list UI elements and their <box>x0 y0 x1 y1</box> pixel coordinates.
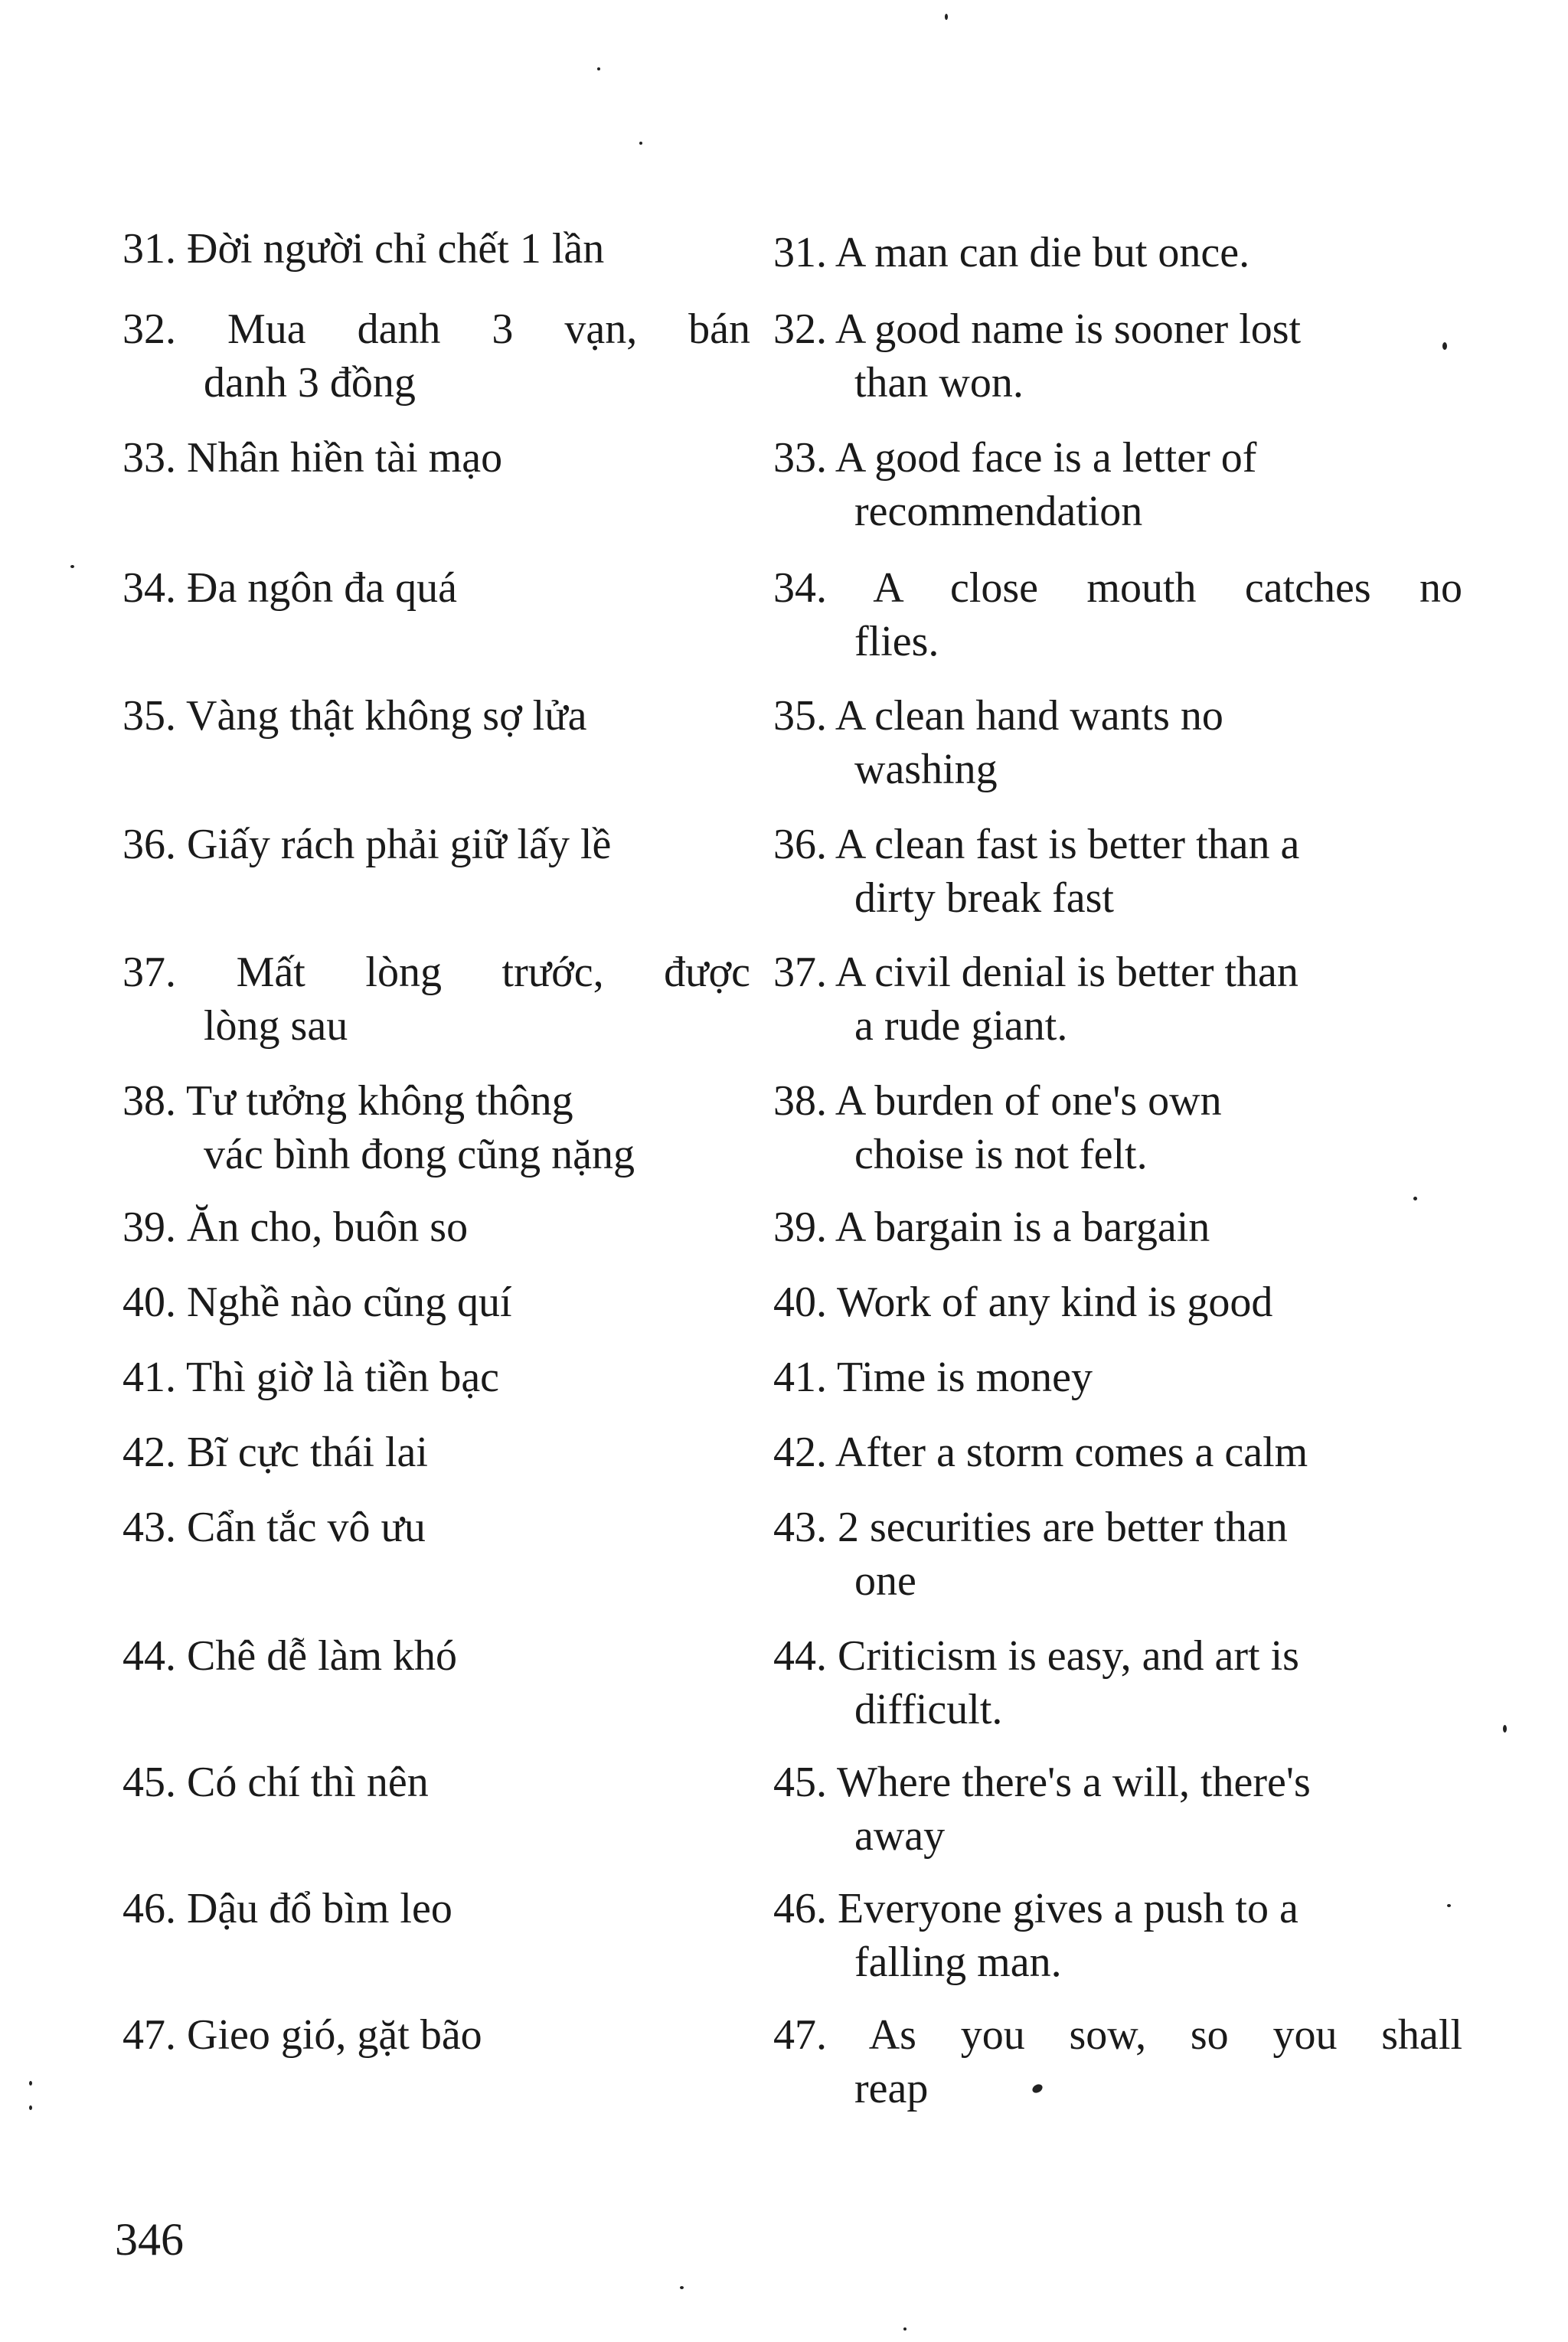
en-entry-31 <box>773 226 1462 279</box>
vi-entry-text: Tư tưởng không thông <box>186 1077 573 1125</box>
en-entry-text-continued: one <box>854 1557 916 1605</box>
vi-entry-40 <box>122 1276 750 1329</box>
vi-entry-34 <box>122 561 750 615</box>
vi-entry-number: 37. <box>122 949 176 996</box>
en-entry-text: A close mouth catches no <box>873 564 1462 612</box>
en-entry-47 <box>773 2008 1462 2115</box>
en-entry-number: 33. <box>773 434 827 482</box>
vi-entry-text-continued: danh 3 đồng <box>204 359 416 407</box>
en-entry-text-continued: a rude giant. <box>854 1002 1068 1050</box>
en-entry-text: 2 securities are better than <box>838 1504 1288 1551</box>
vi-entry-45 <box>122 1756 750 1809</box>
en-entry-text-continued: flies. <box>854 618 939 665</box>
en-entry-text: A burden of one's own <box>835 1077 1222 1125</box>
vi-entry-47 <box>122 2008 750 2062</box>
en-entry-text: Everyone gives a push to a <box>838 1885 1298 1932</box>
en-entry-40 <box>773 1276 1462 1329</box>
vi-entry-text: Chê dễ làm khó <box>187 1632 458 1680</box>
vi-entry-number: 41. <box>122 1354 176 1401</box>
en-entry-32 <box>773 302 1462 410</box>
vi-entry-number: 35. <box>122 692 176 740</box>
vi-entry-41 <box>122 1351 750 1404</box>
en-entry-number: 44. <box>773 1632 827 1680</box>
en-entry-33 <box>773 431 1462 538</box>
vi-entry-number: 47. <box>122 2011 176 2059</box>
en-entry-number: 45. <box>773 1759 827 1806</box>
en-entry-number: 41. <box>773 1354 827 1401</box>
vi-entry-number: 31. <box>122 225 176 273</box>
vi-entry-32 <box>122 302 750 410</box>
scan-speck <box>639 142 642 145</box>
vi-entry-number: 33. <box>122 434 176 482</box>
scan-speck <box>680 2286 684 2289</box>
vi-entry-text: Nhân hiền tài mạo <box>187 434 503 482</box>
vi-entry-number: 46. <box>122 1885 176 1932</box>
vi-entry-number: 45. <box>122 1759 176 1806</box>
vi-entry-31 <box>122 222 750 276</box>
vi-entry-text: Nghề nào cũng quí <box>187 1279 512 1326</box>
en-entry-35 <box>773 689 1462 796</box>
vi-entry-text: Ăn cho, buôn so <box>187 1204 469 1251</box>
en-entry-42 <box>773 1426 1462 1479</box>
en-entry-text: After a storm comes a calm <box>835 1429 1308 1476</box>
vi-entry-number: 39. <box>122 1204 176 1251</box>
en-entry-text: Where there's a will, there's <box>837 1759 1311 1806</box>
en-entry-text: A good face is a letter of <box>835 434 1257 482</box>
en-entry-text-continued: than won. <box>854 359 1024 407</box>
vi-entry-text: Mua danh 3 vạn, bán <box>227 305 751 353</box>
scan-speck <box>903 2327 906 2331</box>
vi-entry-text-continued: vác bình đong cũng nặng <box>204 1131 635 1178</box>
en-entry-text-continued: choise is not felt. <box>854 1131 1148 1178</box>
en-entry-number: 42. <box>773 1429 827 1476</box>
en-entry-text: A bargain is a bargain <box>835 1204 1210 1251</box>
vi-entry-number: 42. <box>122 1429 176 1476</box>
vi-entry-number: 43. <box>122 1504 176 1551</box>
en-entry-number: 35. <box>773 692 827 740</box>
scan-speck <box>29 2105 32 2110</box>
en-entry-number: 31. <box>773 229 827 276</box>
vi-entry-number: 36. <box>122 821 176 868</box>
vi-entry-text: Đa ngôn đa quá <box>187 564 458 612</box>
en-entry-45 <box>773 1756 1462 1863</box>
en-entry-39 <box>773 1200 1462 1254</box>
en-entry-text: A clean fast is better than a <box>835 821 1300 868</box>
en-entry-text: As you sow, so you shall <box>868 2011 1462 2059</box>
scan-speck <box>1442 342 1447 350</box>
en-entry-36 <box>773 818 1462 925</box>
en-entry-number: 40. <box>773 1279 827 1326</box>
en-entry-text: Work of any kind is good <box>837 1279 1273 1326</box>
en-entry-text-continued: dirty break fast <box>854 874 1114 922</box>
en-entry-number: 39. <box>773 1204 827 1251</box>
en-entry-number: 37. <box>773 949 827 996</box>
en-entry-text: A civil denial is better than <box>835 949 1298 996</box>
en-entry-text-continued: difficult. <box>854 1686 1003 1733</box>
vi-entry-text: Thì giờ là tiền bạc <box>186 1354 500 1401</box>
en-entry-number: 38. <box>773 1077 827 1125</box>
vi-entry-text: Bĩ cực thái lai <box>187 1429 428 1476</box>
en-entry-46 <box>773 1882 1462 1989</box>
vi-entry-text: Có chí thì nên <box>187 1759 429 1806</box>
en-entry-text: Criticism is easy, and art is <box>838 1632 1299 1680</box>
en-entry-38 <box>773 1074 1462 1181</box>
vi-entry-text: Vàng thật không sợ lửa <box>186 692 587 740</box>
en-entry-44 <box>773 1629 1462 1736</box>
vi-entry-33 <box>122 431 750 485</box>
vi-entry-number: 32. <box>122 305 176 353</box>
en-entry-number: 32. <box>773 305 827 353</box>
vi-entry-text: Đời người chỉ chết 1 lần <box>187 225 605 273</box>
scan-speck <box>1447 1904 1451 1907</box>
vi-entry-38 <box>122 1074 750 1181</box>
vi-entry-text: Dậu đổ bìm leo <box>187 1885 452 1932</box>
scan-speck <box>70 565 74 568</box>
en-entry-text-continued: away <box>854 1812 946 1860</box>
vi-entry-35 <box>122 689 750 743</box>
scan-speck <box>597 67 600 70</box>
en-entry-number: 36. <box>773 821 827 868</box>
vi-entry-text: Mất lòng trước, được <box>236 949 750 996</box>
vi-entry-number: 38. <box>122 1077 176 1125</box>
vi-entry-number: 40. <box>122 1279 176 1326</box>
page-number: 346 <box>115 2214 184 2265</box>
en-entry-43 <box>773 1501 1462 1608</box>
vi-entry-text: Giấy rách phải giữ lấy lề <box>187 821 612 868</box>
en-entry-text-continued: washing <box>854 746 998 793</box>
vi-entry-36 <box>122 818 750 871</box>
en-entry-37 <box>773 946 1462 1053</box>
vi-entry-text: Gieo gió, gặt bão <box>187 2011 482 2059</box>
en-entry-text: A good name is sooner lost <box>835 305 1302 353</box>
en-entry-text: A man can die but once. <box>835 229 1250 276</box>
en-entry-number: 34. <box>773 564 827 612</box>
scan-speck <box>29 2081 32 2086</box>
scan-speck <box>1503 1725 1507 1733</box>
vi-entry-43 <box>122 1501 750 1554</box>
en-entry-number: 47. <box>773 2011 827 2059</box>
en-entry-41 <box>773 1351 1462 1404</box>
vi-entry-number: 34. <box>122 564 176 612</box>
vi-entry-text-continued: lòng sau <box>204 1002 348 1050</box>
vi-entry-37 <box>122 946 750 1053</box>
en-entry-text: A clean hand wants no <box>835 692 1223 740</box>
en-entry-34 <box>773 561 1462 668</box>
en-entry-text-continued: reap <box>854 2065 929 2112</box>
vi-entry-number: 44. <box>122 1632 176 1680</box>
vi-entry-44 <box>122 1629 750 1683</box>
vi-entry-text: Cẩn tắc vô ưu <box>187 1504 426 1551</box>
scan-speck <box>1413 1197 1417 1200</box>
en-entry-number: 46. <box>773 1885 827 1932</box>
en-entry-text-continued: falling man. <box>854 1939 1062 1986</box>
vi-entry-42 <box>122 1426 750 1479</box>
en-entry-number: 43. <box>773 1504 827 1551</box>
en-entry-text-continued: recommendation <box>854 488 1143 535</box>
scan-speck <box>945 14 948 20</box>
en-entry-text: Time is money <box>837 1354 1093 1401</box>
vi-entry-39 <box>122 1200 750 1254</box>
vi-entry-46 <box>122 1882 750 1935</box>
